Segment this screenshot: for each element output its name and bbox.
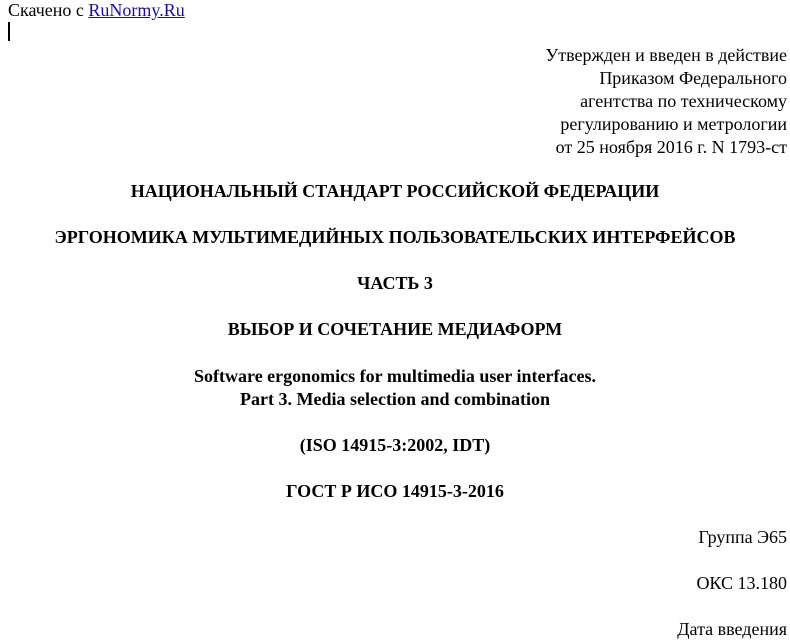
part-heading: ЧАСТЬ 3 (357, 273, 433, 293)
english-title-line-2: Part 3. Media selection and combination (240, 389, 550, 409)
group-code: Группа Э65 (698, 527, 787, 547)
approval-line: агентства по техническому (580, 91, 787, 111)
approval-line: Утвержден и введен в действие (545, 45, 787, 65)
main-title-heading: ЭРГОНОМИКА МУЛЬТИМЕДИЙНЫХ ПОЛЬЗОВАТЕЛЬСКИХ ИНТЕРФЕЙСОВ (54, 227, 736, 247)
english-title-line-1: Software ergonomics for multimedia user interfaces. (194, 366, 596, 386)
approval-block (545, 44, 787, 159)
intro-date-label: Дата введения (677, 619, 787, 639)
oks-code: ОКС 13.180 (696, 573, 787, 593)
iso-reference: (ISO 14915-3:2002, IDT) (299, 435, 491, 455)
standard-type-heading: НАЦИОНАЛЬНЫЙ СТАНДАРТ РОССИЙСКОЙ ФЕДЕРАЦИИ (130, 181, 660, 201)
text-cursor (8, 22, 10, 41)
standard-designation: ГОСТ Р ИСО 14915-3-2016 (286, 481, 504, 501)
source-prefix: Скачено с (8, 0, 89, 20)
subtitle-heading: ВЫБОР И СОЧЕТАНИЕ МЕДИАФОРМ (227, 319, 563, 339)
approval-line: регулированию и метрологии (560, 114, 787, 134)
source-line (8, 0, 185, 20)
source-link[interactable]: RuNormy.Ru (88, 0, 185, 20)
approval-line: Приказом Федерального (599, 68, 787, 88)
approval-line: от 25 ноября 2016 г. N 1793-ст (555, 137, 787, 157)
